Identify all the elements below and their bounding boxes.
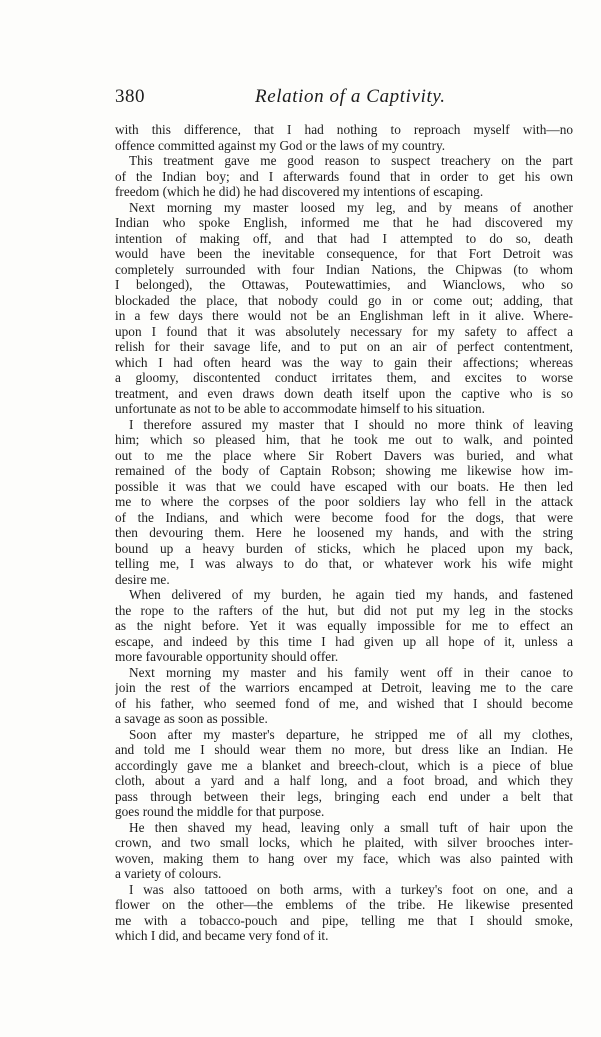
text-line: freedom (which he did) he had discovered my intentions of escaping. [115,184,484,199]
text-line: the rope to the rafters of the hut, but did not put my leg in the stocks [115,602,573,618]
text-line: a gloomy, discontented conduct irritates them, and excites to worse [115,370,573,385]
text-line: pass through between their legs, bringing each end under a belt that [115,788,573,804]
text-line: remained of the body of Captain Robson; showing me likewise how im- [115,463,573,478]
text-line: accordingly gave me a blanket and breech-clout, which is a piece of blue [115,757,573,773]
text-line: goes round the middle for that purpose. [115,804,325,819]
text-line: relish for their savage life, and to put on an air of perfect contentment, [115,339,573,354]
running-title: Relation of a Captivity. [255,86,446,107]
text-line: me with a tobacco-pouch and pipe, telling me that I should smoke, [115,912,573,928]
text-line: a variety of colours. [115,866,222,881]
text-line: offence committed against my God or the laws of my country. [115,137,446,153]
text-line: cloth, about a yard and a half long, and a foot broad, and which they [115,773,573,788]
text-line: telling me, I was always to do that, or whatever work his wife might [115,556,573,571]
text-line: then devouring them. Here he loosened my hands, and with the string [115,525,573,540]
text-line: blockaded the place, that nobody could go in or come out; adding, that [115,292,573,308]
text-line: of the Indians, and which were become food for the dogs, that were [115,509,573,525]
text-line: flower on the other—the emblems of the tribe. He likewise presented [115,897,573,912]
text-line: completely surrounded with four Indian Nations, the Chipwas (to whom [115,261,573,277]
text-line: crown, and two small locks, which he plaited, with silver brooches inter- [115,835,573,850]
text-line: which I did, and became very fond of it. [115,928,329,943]
text-line: out to me the place where Sir Robert Davers was buried, and what [115,447,573,463]
text-line: him; which so pleased him, that he took me out to walk, and pointed [115,432,573,447]
text-line: and told me I should wear them no more, but dress like an Indian. He [115,742,573,757]
text-line: more favourable opportunity should offer. [115,649,339,664]
text-line: I belonged), the Ottawas, Poutewattimies, and Wianclows, who so [115,277,573,292]
text-line: When delivered of my burden, he again tied my hands, and fastened [129,587,573,602]
text-line: possible it was that we could have escaped with our boats. He then led [115,478,573,494]
text-line: bound up a heavy burden of sticks, which he placed upon my back, [115,540,573,556]
text-line: join the rest of the warriors encamped at Detroit, leaving me to the care [115,680,573,695]
text-line: escape, and indeed by this time I had given up all hope of it, unless a [115,633,573,649]
text-line: which I had often heard was the way to gain their affections; whereas [115,354,573,370]
text-line: treatment, and even draws down death itself upon the captive who is so [115,385,573,401]
text-line: Next morning my master and his family went off in their canoe to [129,664,573,680]
page-header [115,86,575,110]
text-line: Indian who spoke English, informed me that he had discovered my [115,215,573,230]
text-line: Next morning my master loosed my leg, and by means of another [129,199,573,215]
text-line: This treatment gave me good reason to suspect treachery on the part [129,153,573,168]
text-line: of his father, who seemed fond of me, and wished that I should become [115,695,573,711]
text-line: intention of making off, and that had I attempted to do so, death [115,230,573,246]
text-line: He then shaved my head, leaving only a small tuft of hair upon the [129,819,573,835]
text-line: desire me. [115,571,170,587]
text-line: I was also tattooed on both arms, with a turkey's foot on one, and a [129,881,573,897]
text-line: woven, making them to hang over my face, which was also painted with [115,850,573,866]
page-number: 380 [115,86,145,107]
text-line: in a few days there would not be an Englishman left in it alive. Where- [115,308,573,323]
text-line: I therefore assured my master that I should no more think of leaving [129,416,573,432]
text-line: a savage as soon as possible. [115,711,268,726]
text-line: as the night before. Yet it was equally impossible for me to effect an [115,618,573,633]
body-text [115,122,573,944]
text-line: of the Indian boy; and I afterwards found that in order to get his own [115,168,573,184]
text-line: unfortunate as not to be able to accommodate himself to his situation. [115,401,486,416]
text-line: would have been the inevitable consequence, for that Fort Detroit was [115,246,573,261]
text-line: me to where the corpses of the poor soldiers lay who fell in the attack [115,494,573,509]
text-line: with this difference, that I had nothing to reproach myself with—no [115,122,573,137]
text-line: upon I found that it was absolutely necessary for my safety to affect a [115,323,573,339]
text-line: Soon after my master's departure, he stripped me of all my clothes, [129,726,573,742]
